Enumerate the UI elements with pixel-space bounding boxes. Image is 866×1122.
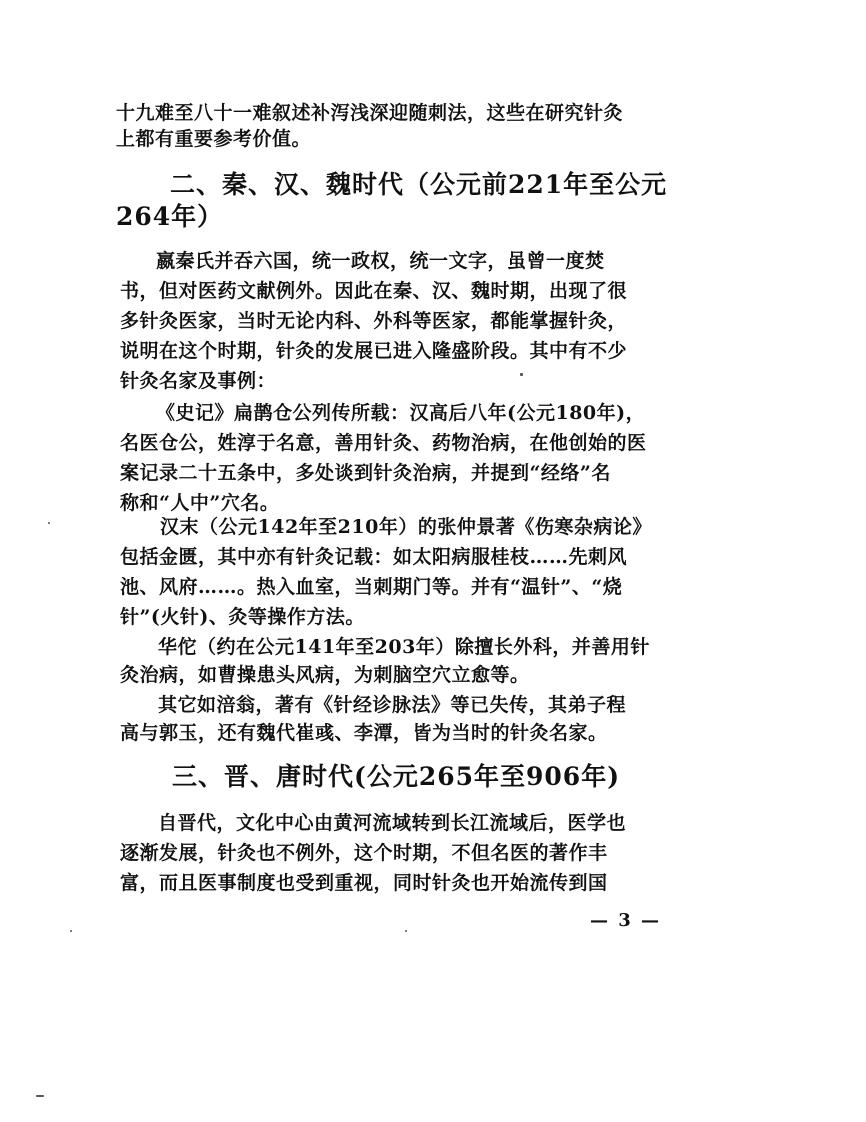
s3-p1-line-1: 自晋代，文化中心由黄河流域转到长江流域后，医学也: [158, 812, 627, 834]
s2-p1-line-3: 多针灸医家，当时无论内科、外科等医家，都能掌握针灸，: [120, 310, 628, 332]
intro-line-2: 上都有重要参考价值。: [116, 128, 312, 150]
scan-speck: [405, 930, 407, 932]
s2-p5-line-2: 高与郭玉，还有魏代崔彧、李潭，皆为当时的针灸名家。: [120, 722, 608, 744]
s2-p3-line-1: 汉末（公元142年至210年）的张仲景著《伤寒杂病论》: [160, 516, 652, 538]
s2-p2-line-1: 《史记》扁鹊仓公列传所载：汉高后八年(公元180年)，: [156, 402, 646, 424]
s3-p1-line-3: 富，而且医事制度也受到重视，同时针灸也开始流传到国: [120, 872, 608, 894]
s2-p4-line-2: 灸治病，如曹操患头风病，为刺脑空穴立愈等。: [120, 664, 530, 686]
section-2-heading-line-1: 二、秦、汉、魏时代（公元前221年至公元: [170, 170, 668, 199]
page-number: — 3 —: [590, 910, 662, 931]
s2-p2-line-3: 案记录二十五条中，多处谈到针灸治病，并提到“经络”名: [120, 462, 611, 484]
s2-p2-line-4: 称和“人中”穴名。: [120, 492, 280, 514]
s2-p1-line-1: 嬴秦氏并吞六国，统一政权，统一文字，虽曾一度焚: [156, 250, 605, 272]
scan-speck: [520, 373, 523, 376]
s2-p3-line-3: 池、风府……。热入血室，当刺期门等。并有“温针”、“烧: [120, 576, 623, 598]
scan-speck: [36, 1095, 44, 1097]
s2-p5-line-1: 其它如涪翁，著有《针经诊脉法》等已失传，其弟子程: [158, 694, 627, 716]
s2-p3-line-2: 包括金匮，其中亦有针灸记载：如太阳病服桂枝……先刺风: [120, 546, 628, 568]
s3-p1-line-2: 逐渐发展，针灸也不例外，这个时期，不但名医的著作丰: [120, 842, 608, 864]
s2-p4-line-1: 华佗（约在公元141年至203年）除擅长外科，并善用针: [158, 636, 650, 658]
s2-p2-line-2: 名医仓公，姓淳于名意，善用针灸、药物治病，在他创始的医: [120, 432, 647, 454]
s2-p1-line-4: 说明在这个时期，针灸的发展已进入隆盛阶段。其中有不少: [120, 340, 628, 362]
intro-line-1: 十九难至八十一难叙述补泻浅深迎随刺法，这些在研究针灸: [116, 102, 624, 124]
s2-p1-line-5: 针灸名家及事例：: [120, 370, 277, 392]
section-3-heading: 三、晋、唐时代(公元265年至906年): [172, 762, 621, 791]
section-2-heading-line-2: 264年）: [116, 202, 224, 231]
s2-p1-line-2: 书，但对医药文献例外。因此在秦、汉、魏时期，出现了很: [120, 280, 628, 302]
s2-p3-line-4: 针”(火针)、灸等操作方法。: [120, 606, 365, 628]
scan-speck: [48, 522, 50, 524]
scan-speck: [70, 930, 72, 932]
